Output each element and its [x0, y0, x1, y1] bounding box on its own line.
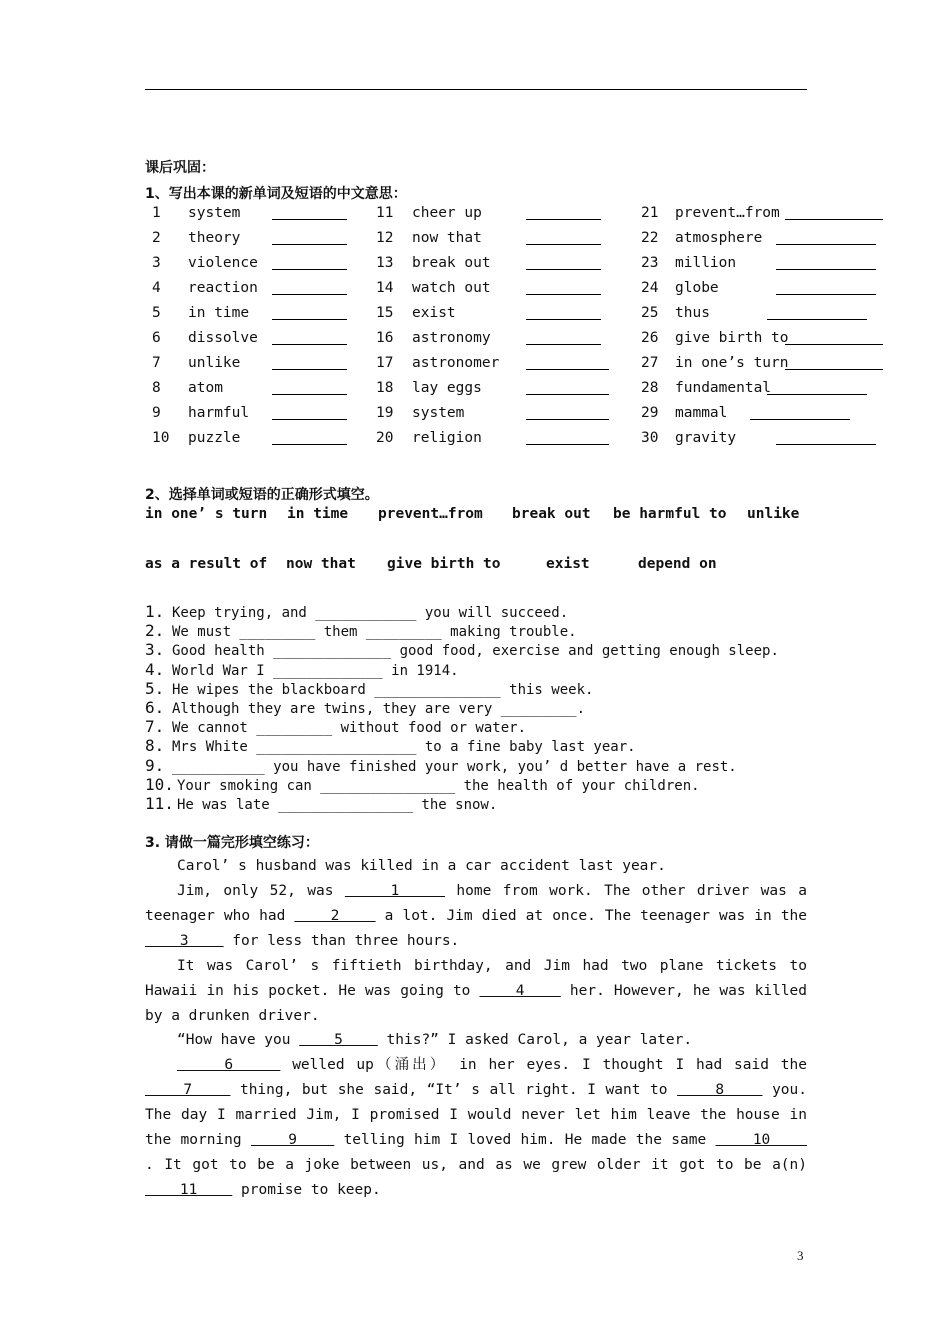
cloze-text: thing, but she said, “It’ s all right. I want to — [230, 1082, 678, 1098]
vocab-number: 30 — [641, 430, 659, 446]
sentence-number: 1. — [145, 602, 165, 621]
answer-blank[interactable] — [272, 305, 347, 320]
sentence-item — [145, 640, 779, 659]
vocab-word: watch out — [412, 280, 491, 296]
vocab-word: astronomer — [412, 355, 500, 371]
vocab-number: 27 — [641, 355, 659, 371]
cloze-text: telling him I loved him. He made the same — [334, 1132, 716, 1148]
vocab-number: 4 — [152, 280, 161, 296]
vocab-number: 24 — [641, 280, 659, 296]
section-title: 课后巩固： — [145, 160, 215, 176]
cloze-paragraph-5 — [145, 1053, 807, 1203]
cloze-blank[interactable]: 9 — [250, 1132, 335, 1148]
answer-blank[interactable] — [776, 280, 876, 295]
sentence-text: We cannot _________ without food or water. — [172, 720, 527, 737]
vocab-word: mammal — [675, 405, 728, 421]
cloze-text: “How have you — [177, 1032, 300, 1048]
vocab-number: 6 — [152, 330, 161, 346]
word-bank-item: now that — [286, 556, 356, 572]
vocab-word: atom — [188, 380, 223, 396]
vocab-number: 10 — [152, 430, 170, 446]
sentence-text: Good health ______________ good food, exercise and getting enough sleep. — [172, 643, 779, 660]
vocab-number: 8 — [152, 380, 161, 396]
vocab-word: astronomy — [412, 330, 491, 346]
vocab-word: globe — [675, 280, 719, 296]
answer-blank[interactable] — [526, 230, 601, 245]
answer-blank[interactable] — [785, 205, 883, 220]
answer-blank[interactable] — [776, 255, 876, 270]
word-bank-item: in time — [287, 506, 349, 522]
sentence-item — [145, 794, 497, 813]
answer-blank[interactable] — [272, 230, 347, 245]
vocab-word: in one’s turn — [675, 355, 789, 371]
answer-blank[interactable] — [526, 280, 601, 295]
word-bank-item: be harmful to — [613, 506, 727, 522]
vocab-word: dissolve — [188, 330, 258, 346]
answer-blank[interactable] — [776, 230, 876, 245]
answer-blank[interactable] — [526, 330, 601, 345]
header-rule — [145, 89, 807, 90]
vocab-number: 16 — [376, 330, 394, 346]
vocab-word: system — [412, 405, 465, 421]
answer-blank[interactable] — [526, 430, 609, 445]
answer-blank[interactable] — [767, 380, 867, 395]
answer-blank[interactable] — [272, 355, 347, 370]
vocab-number: 1 — [152, 205, 161, 221]
vocab-word: religion — [412, 430, 482, 446]
cloze-blank[interactable]: 4 — [479, 983, 561, 999]
cloze-blank[interactable]: 5 — [299, 1032, 378, 1048]
word-bank-item: give birth to — [387, 556, 501, 572]
sentence-item — [145, 660, 459, 679]
sentence-number: 11. — [145, 794, 174, 813]
sentence-number: 8. — [145, 736, 165, 756]
answer-blank[interactable] — [776, 430, 876, 445]
sentence-text: We must _________ them _________ making trouble. — [172, 624, 577, 641]
cloze-text: . It got to be a joke between us, and as we grew older it got to be a(n) — [145, 1157, 807, 1173]
sentence-item — [145, 602, 568, 621]
word-bank-item: unlike — [747, 506, 800, 522]
sentence-text: Mrs White ___________________ to a fine baby last year. — [172, 739, 636, 756]
vocab-number: 19 — [376, 405, 394, 421]
sentence-number: 3. — [145, 640, 165, 660]
cloze-text: for less than three hours. — [223, 933, 460, 949]
cloze-blank[interactable]: 8 — [677, 1082, 763, 1098]
vocab-word: lay eggs — [412, 380, 482, 396]
answer-blank[interactable] — [526, 205, 601, 220]
sentence-text: He was late ________________ the snow. — [177, 797, 498, 813]
answer-blank[interactable] — [526, 255, 601, 270]
cloze-blank[interactable]: 7 — [145, 1082, 231, 1098]
answer-blank[interactable] — [785, 330, 883, 345]
q1-heading: 1、写出本课的新单词及短语的中文意思： — [145, 186, 407, 202]
cloze-text: this?” I asked Carol, a year later. — [377, 1032, 693, 1048]
vocab-word: break out — [412, 255, 491, 271]
vocab-number: 23 — [641, 255, 659, 271]
vocab-number: 29 — [641, 405, 659, 421]
vocab-number: 11 — [376, 205, 394, 221]
cloze-text: Jim, only 52, was — [177, 883, 345, 899]
sentence-text: Keep trying, and ____________ you will succeed. — [172, 605, 569, 621]
sentence-item — [145, 679, 593, 698]
vocab-word: exist — [412, 305, 456, 321]
sentence-text: ___________ you have finished your work, you’ d better have a rest. — [172, 758, 737, 775]
cloze-paragraph-4 — [145, 1028, 807, 1053]
vocab-word: give birth to — [675, 330, 789, 346]
cloze-text: her. However, he was killed by a drunken driver. — [145, 983, 808, 1024]
vocab-word: cheer up — [412, 205, 482, 221]
word-bank-item: as a result of — [145, 556, 268, 572]
vocab-number: 13 — [376, 255, 394, 271]
cloze-paragraph-1: Carol’ s husband was killed in a car accident last year. — [177, 858, 666, 874]
vocab-word: thus — [675, 305, 710, 321]
cloze-text: you. The day I married Jim, I promised I would never let him leave the house in the morning — [145, 1082, 807, 1148]
vocab-word: unlike — [188, 355, 241, 371]
vocab-number: 5 — [152, 305, 161, 321]
cloze-blank[interactable]: 1 — [344, 883, 445, 899]
sentence-number: 6. — [145, 698, 165, 717]
cloze-text: home from work. The other driver was a teenager who had — [145, 883, 807, 924]
cloze-blank[interactable]: 2 — [294, 908, 376, 924]
vocab-word: prevent…from — [675, 205, 780, 221]
word-bank-item: exist — [546, 556, 590, 572]
vocab-number: 9 — [152, 405, 161, 421]
sentence-number: 2. — [145, 621, 165, 641]
vocab-word: now that — [412, 230, 482, 246]
vocab-word: fundamental — [675, 380, 772, 396]
vocab-number: 3 — [152, 255, 161, 271]
vocab-word: puzzle — [188, 430, 241, 446]
sentence-item — [145, 621, 577, 640]
vocab-word: violence — [188, 255, 258, 271]
cloze-blank[interactable]: 3 — [145, 933, 224, 949]
vocab-number: 2 — [152, 230, 161, 246]
answer-blank[interactable] — [272, 330, 347, 345]
sentence-number: 7. — [145, 717, 165, 737]
answer-blank[interactable] — [272, 255, 347, 270]
vocab-number: 17 — [376, 355, 394, 371]
answer-blank[interactable] — [272, 380, 347, 395]
cloze-text: welled up（涌出） in her eyes. I thought I had said the — [280, 1057, 807, 1073]
cloze-paragraph-3 — [145, 954, 807, 1029]
sentence-text: Your smoking can ________________ the health of your children. — [177, 777, 700, 794]
answer-blank[interactable] — [750, 405, 850, 420]
sentence-number: 10. — [145, 774, 174, 794]
answer-blank[interactable] — [272, 205, 347, 220]
cloze-blank[interactable]: 6 — [177, 1057, 281, 1073]
word-bank-item: break out — [512, 506, 591, 522]
sentence-text: He wipes the blackboard _______________ this week. — [172, 681, 594, 698]
cloze-paragraph-2 — [145, 879, 807, 954]
sentence-number: 5. — [145, 678, 165, 698]
sentence-item — [145, 736, 636, 755]
q3-heading: 3. 请做一篇完形填空练习： — [145, 835, 319, 851]
answer-blank[interactable] — [526, 405, 609, 420]
vocab-number: 7 — [152, 355, 161, 371]
vocab-number: 26 — [641, 330, 659, 346]
vocab-word: harmful — [188, 405, 250, 421]
sentence-item — [145, 756, 737, 775]
vocab-number: 21 — [641, 205, 659, 221]
cloze-blank[interactable]: 11 — [145, 1182, 233, 1198]
sentence-text: World War I _____________ in 1914. — [172, 662, 459, 679]
vocab-number: 20 — [376, 430, 394, 446]
vocab-word: reaction — [188, 280, 258, 296]
vocab-number: 15 — [376, 305, 394, 321]
answer-blank[interactable] — [785, 355, 883, 370]
vocab-word: in time — [188, 305, 250, 321]
word-bank-item: depend on — [638, 556, 717, 572]
vocab-number: 25 — [641, 305, 659, 321]
vocab-word: atmosphere — [675, 230, 763, 246]
vocab-number: 14 — [376, 280, 394, 296]
sentence-item — [145, 775, 700, 794]
cloze-blank[interactable]: 10 — [715, 1132, 807, 1148]
vocab-number: 22 — [641, 230, 659, 246]
vocab-number: 18 — [376, 380, 394, 396]
answer-blank[interactable] — [526, 380, 609, 395]
answer-blank[interactable] — [272, 430, 347, 445]
answer-blank[interactable] — [767, 305, 867, 320]
cloze-text: a lot. Jim died at once. The teenager was in the — [375, 908, 808, 924]
sentence-text: Although they are twins, they are very _________. — [172, 701, 586, 717]
sentence-number: 4. — [145, 659, 165, 679]
sentence-item — [145, 717, 526, 736]
answer-blank[interactable] — [526, 305, 601, 320]
sentence-item — [145, 698, 585, 717]
vocab-word: million — [675, 255, 737, 271]
vocab-word: theory — [188, 230, 241, 246]
word-bank-item: prevent…from — [378, 506, 483, 522]
q2-heading: 2、选择单词或短语的正确形式填空。 — [145, 487, 379, 503]
page-number: 3 — [797, 1248, 804, 1263]
answer-blank[interactable] — [272, 280, 347, 295]
sentence-number: 9. — [145, 755, 165, 775]
answer-blank[interactable] — [526, 355, 609, 370]
vocab-number: 12 — [376, 230, 394, 246]
vocab-word: system — [188, 205, 241, 221]
cloze-text: It was Carol’ s fiftieth birthday, and Jim had two plane tickets to Hawaii in his pocket. He was going to — [145, 958, 807, 999]
cloze-text: promise to keep. — [232, 1182, 381, 1198]
word-bank-item: in one’ s turn — [145, 506, 268, 522]
vocab-number: 28 — [641, 380, 659, 396]
vocab-word: gravity — [675, 430, 737, 446]
answer-blank[interactable] — [272, 405, 347, 420]
